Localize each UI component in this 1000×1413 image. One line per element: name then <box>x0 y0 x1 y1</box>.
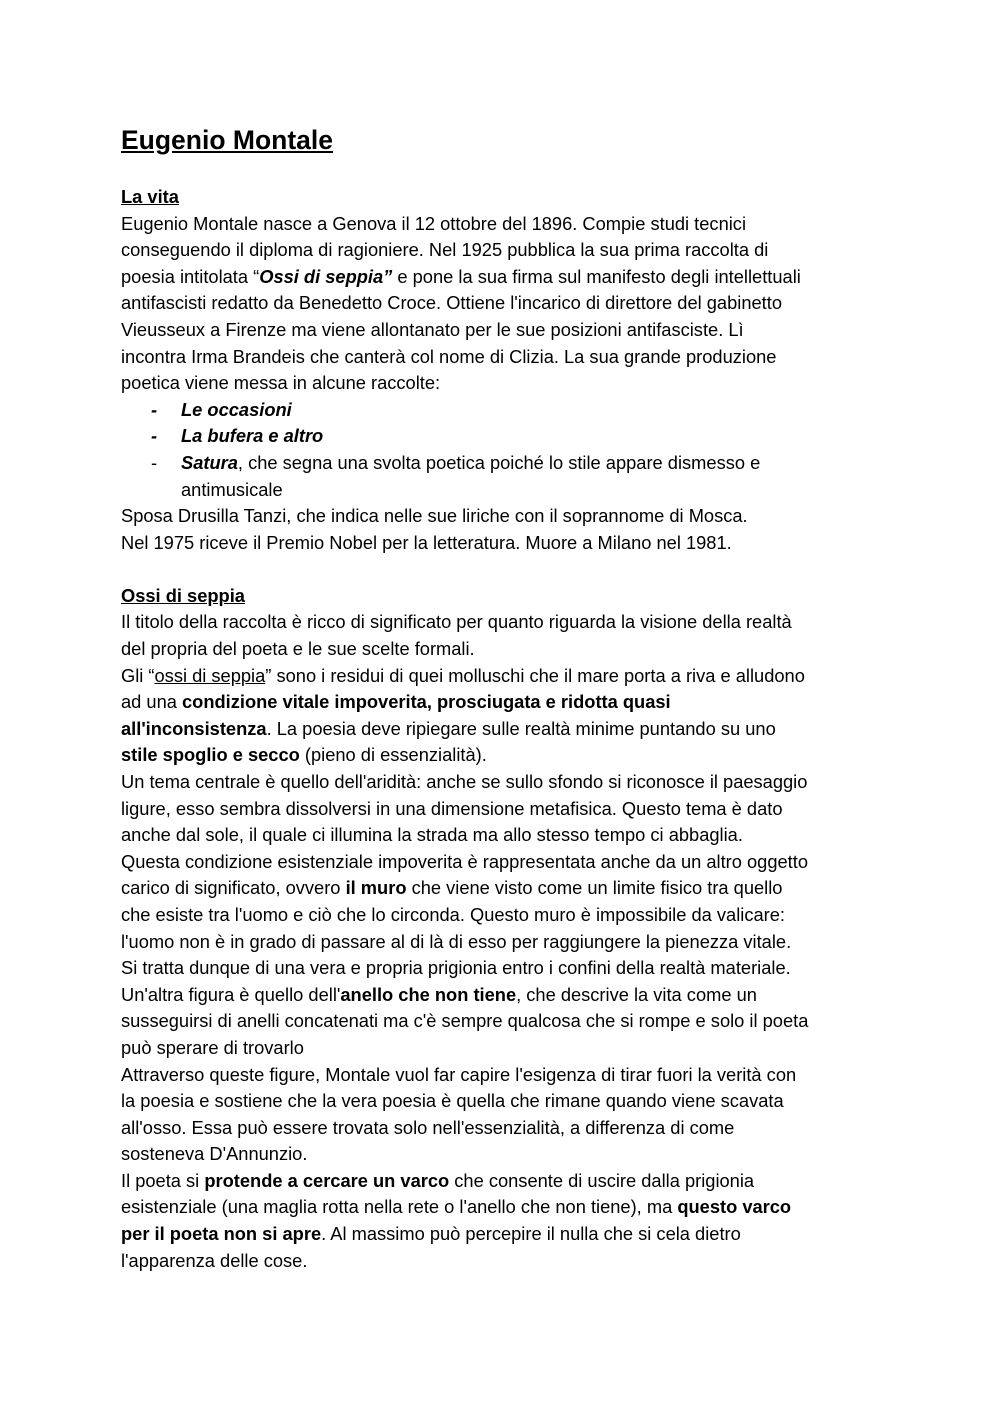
paragraph-line: Vieusseux a Firenze ma viene allontanato per le sue posizioni antifasciste. Lì <box>121 318 744 340</box>
paragraph-line <box>121 1194 881 1221</box>
bold-text: all'inconsistenza <box>121 717 267 739</box>
list-item-continuation: antimusicale <box>181 478 283 500</box>
list-item-title: Satura <box>181 451 238 473</box>
text-run: poesia intitolata “ <box>121 265 260 287</box>
text-run: (pieno di essenzialità). <box>299 744 487 766</box>
list-item <box>121 397 881 424</box>
document-page <box>121 118 881 1274</box>
text-run: ad una <box>121 691 182 713</box>
paragraph-line: incontra Irma Brandeis che canterà col nome di Clizia. La sua grande produzione <box>121 345 777 367</box>
underlined-term: ossi di seppia <box>154 664 266 686</box>
paragraph-line: Il titolo della raccolta è ricco di significato per quanto riguarda la visione della realtà <box>121 611 792 633</box>
paragraph-line: antifascisti redatto da Benedetto Croce. Ottiene l'incarico di direttore del gabinetto <box>121 292 782 314</box>
paragraph-line: che esiste tra l'uomo e ciò che lo circonda. Questo muro è impossibile da valicare: <box>121 903 785 925</box>
paragraph-line: Si tratta dunque di una vera e propria prigionia entro i confini della realtà materiale. <box>121 957 791 979</box>
paragraph-line <box>121 689 881 716</box>
paragraph-line: Nel 1975 riceve il Premio Nobel per la letteratura. Muore a Milano nel 1981. <box>121 531 732 553</box>
paragraph-line: ligure, esso sembra dissolversi in una dimensione metafisica. Questo tema è dato <box>121 797 783 819</box>
paragraph-line: anche dal sole, il quale ci illumina la strada ma allo stesso tempo ci abbaglia. <box>121 824 743 846</box>
section-heading-ossi: Ossi di seppia <box>121 584 245 606</box>
text-run: e pone la sua firma sul manifesto degli intellettuali <box>392 265 801 287</box>
text-run: ” sono i residui di quei molluschi che il mare porta a riva e alludono <box>265 664 805 686</box>
bold-text: anello che non tiene <box>340 983 517 1005</box>
spacer <box>121 162 881 184</box>
section-ossi <box>121 583 881 610</box>
list-dash: - <box>151 425 158 447</box>
paragraph-line: Questa condizione esistenziale impoverita è rappresentata anche da un altro oggetto <box>121 850 809 872</box>
bold-text: condizione vitale impoverita, prosciugata e ridotta quasi <box>182 691 671 713</box>
text-run: carico di significato, ovvero <box>121 877 346 899</box>
document-title: Eugenio Montale <box>121 125 333 155</box>
paragraph-line <box>121 716 881 743</box>
paragraph-line <box>121 1168 881 1195</box>
paragraph-line: la poesia e sostiene che la vera poesia è quella che rimane quando viene scavata <box>121 1090 784 1112</box>
list-item <box>121 423 881 450</box>
text-run: Il poeta si <box>121 1169 205 1191</box>
list-dash: - <box>151 398 158 420</box>
text-run: esistenziale (una maglia rotta nella rete o l'anello che non tiene), ma <box>121 1196 678 1218</box>
paragraph-line: può sperare di trovarlo <box>121 1036 304 1058</box>
list-item-text: La bufera e altro <box>181 425 324 447</box>
text-run: . Al massimo può percepire il nulla che si cela dietro <box>321 1223 741 1245</box>
list-dash: - <box>151 451 158 473</box>
bold-text: protende a cercare un varco <box>204 1169 450 1191</box>
paragraph-line: Attraverso queste figure, Montale vuol far capire l'esigenza di tirar fuori la verità con <box>121 1063 797 1085</box>
paragraph-line: Eugenio Montale nasce a Genova il 12 ottobre del 1896. Compie studi tecnici <box>121 212 746 234</box>
text-run: , che descrive la vita come un <box>516 983 757 1005</box>
paragraph-line <box>121 264 881 291</box>
paragraph-line: all'osso. Essa può essere trovata solo nell'essenzialità, a differenza di come <box>121 1116 735 1138</box>
list-item-text: Le occasioni <box>181 398 292 420</box>
section-heading-vita: La vita <box>121 186 179 207</box>
paragraph-line <box>121 742 881 769</box>
paragraph-line: sosteneva D'Annunzio. <box>121 1143 308 1165</box>
paragraph-line: Un tema centrale è quello dell'aridità: anche se sullo sfondo si riconosce il paesaggio <box>121 770 808 792</box>
text-run: che viene visto come un limite fisico tra quello <box>406 877 783 899</box>
section-vita <box>121 184 881 211</box>
bold-text: questo varco <box>677 1196 792 1218</box>
bold-text: stile spoglio e secco <box>121 744 300 766</box>
text-run: Gli “ <box>121 664 155 686</box>
paragraph-line: Sposa Drusilla Tanzi, che indica nelle sue liriche con il soprannome di Mosca. <box>121 505 748 527</box>
paragraph-line: del propria del poeta e le sue scelte formali. <box>121 638 475 659</box>
paragraph-line <box>121 663 881 690</box>
paragraph-line: conseguendo il diploma di ragioniere. Nel 1925 pubblica la sua prima raccolta di <box>121 239 769 261</box>
book-title-ossi: Ossi di seppia” <box>259 265 393 287</box>
paragraph-line: susseguirsi di anelli concatenati ma c'è sempre qualcosa che si rompe e solo il poeta <box>121 1010 809 1032</box>
spacer <box>121 556 881 583</box>
list-item <box>121 450 881 477</box>
text-run: . La poesia deve ripiegare sulle realtà minime puntando su uno <box>266 717 776 739</box>
paragraph-line: l'uomo non è in grado di passare al di là di esso per raggiungere la pienezza vitale. <box>121 930 792 952</box>
text-run: che consente di uscire dalla prigionia <box>449 1169 755 1191</box>
list-item-text: , che segna una svolta poetica poiché lo stile appare dismesso e <box>237 451 761 473</box>
paragraph-line: l'apparenza delle cose. <box>121 1249 308 1271</box>
bold-text: il muro <box>345 877 407 899</box>
paragraph-line: poetica viene messa in alcune raccolte: <box>121 372 441 394</box>
paragraph-line <box>121 875 881 902</box>
text-run: Un'altra figura è quello dell' <box>121 983 341 1005</box>
paragraph-line <box>121 1221 881 1248</box>
bold-text: per il poeta non si apre <box>121 1223 322 1245</box>
paragraph-line <box>121 982 881 1009</box>
